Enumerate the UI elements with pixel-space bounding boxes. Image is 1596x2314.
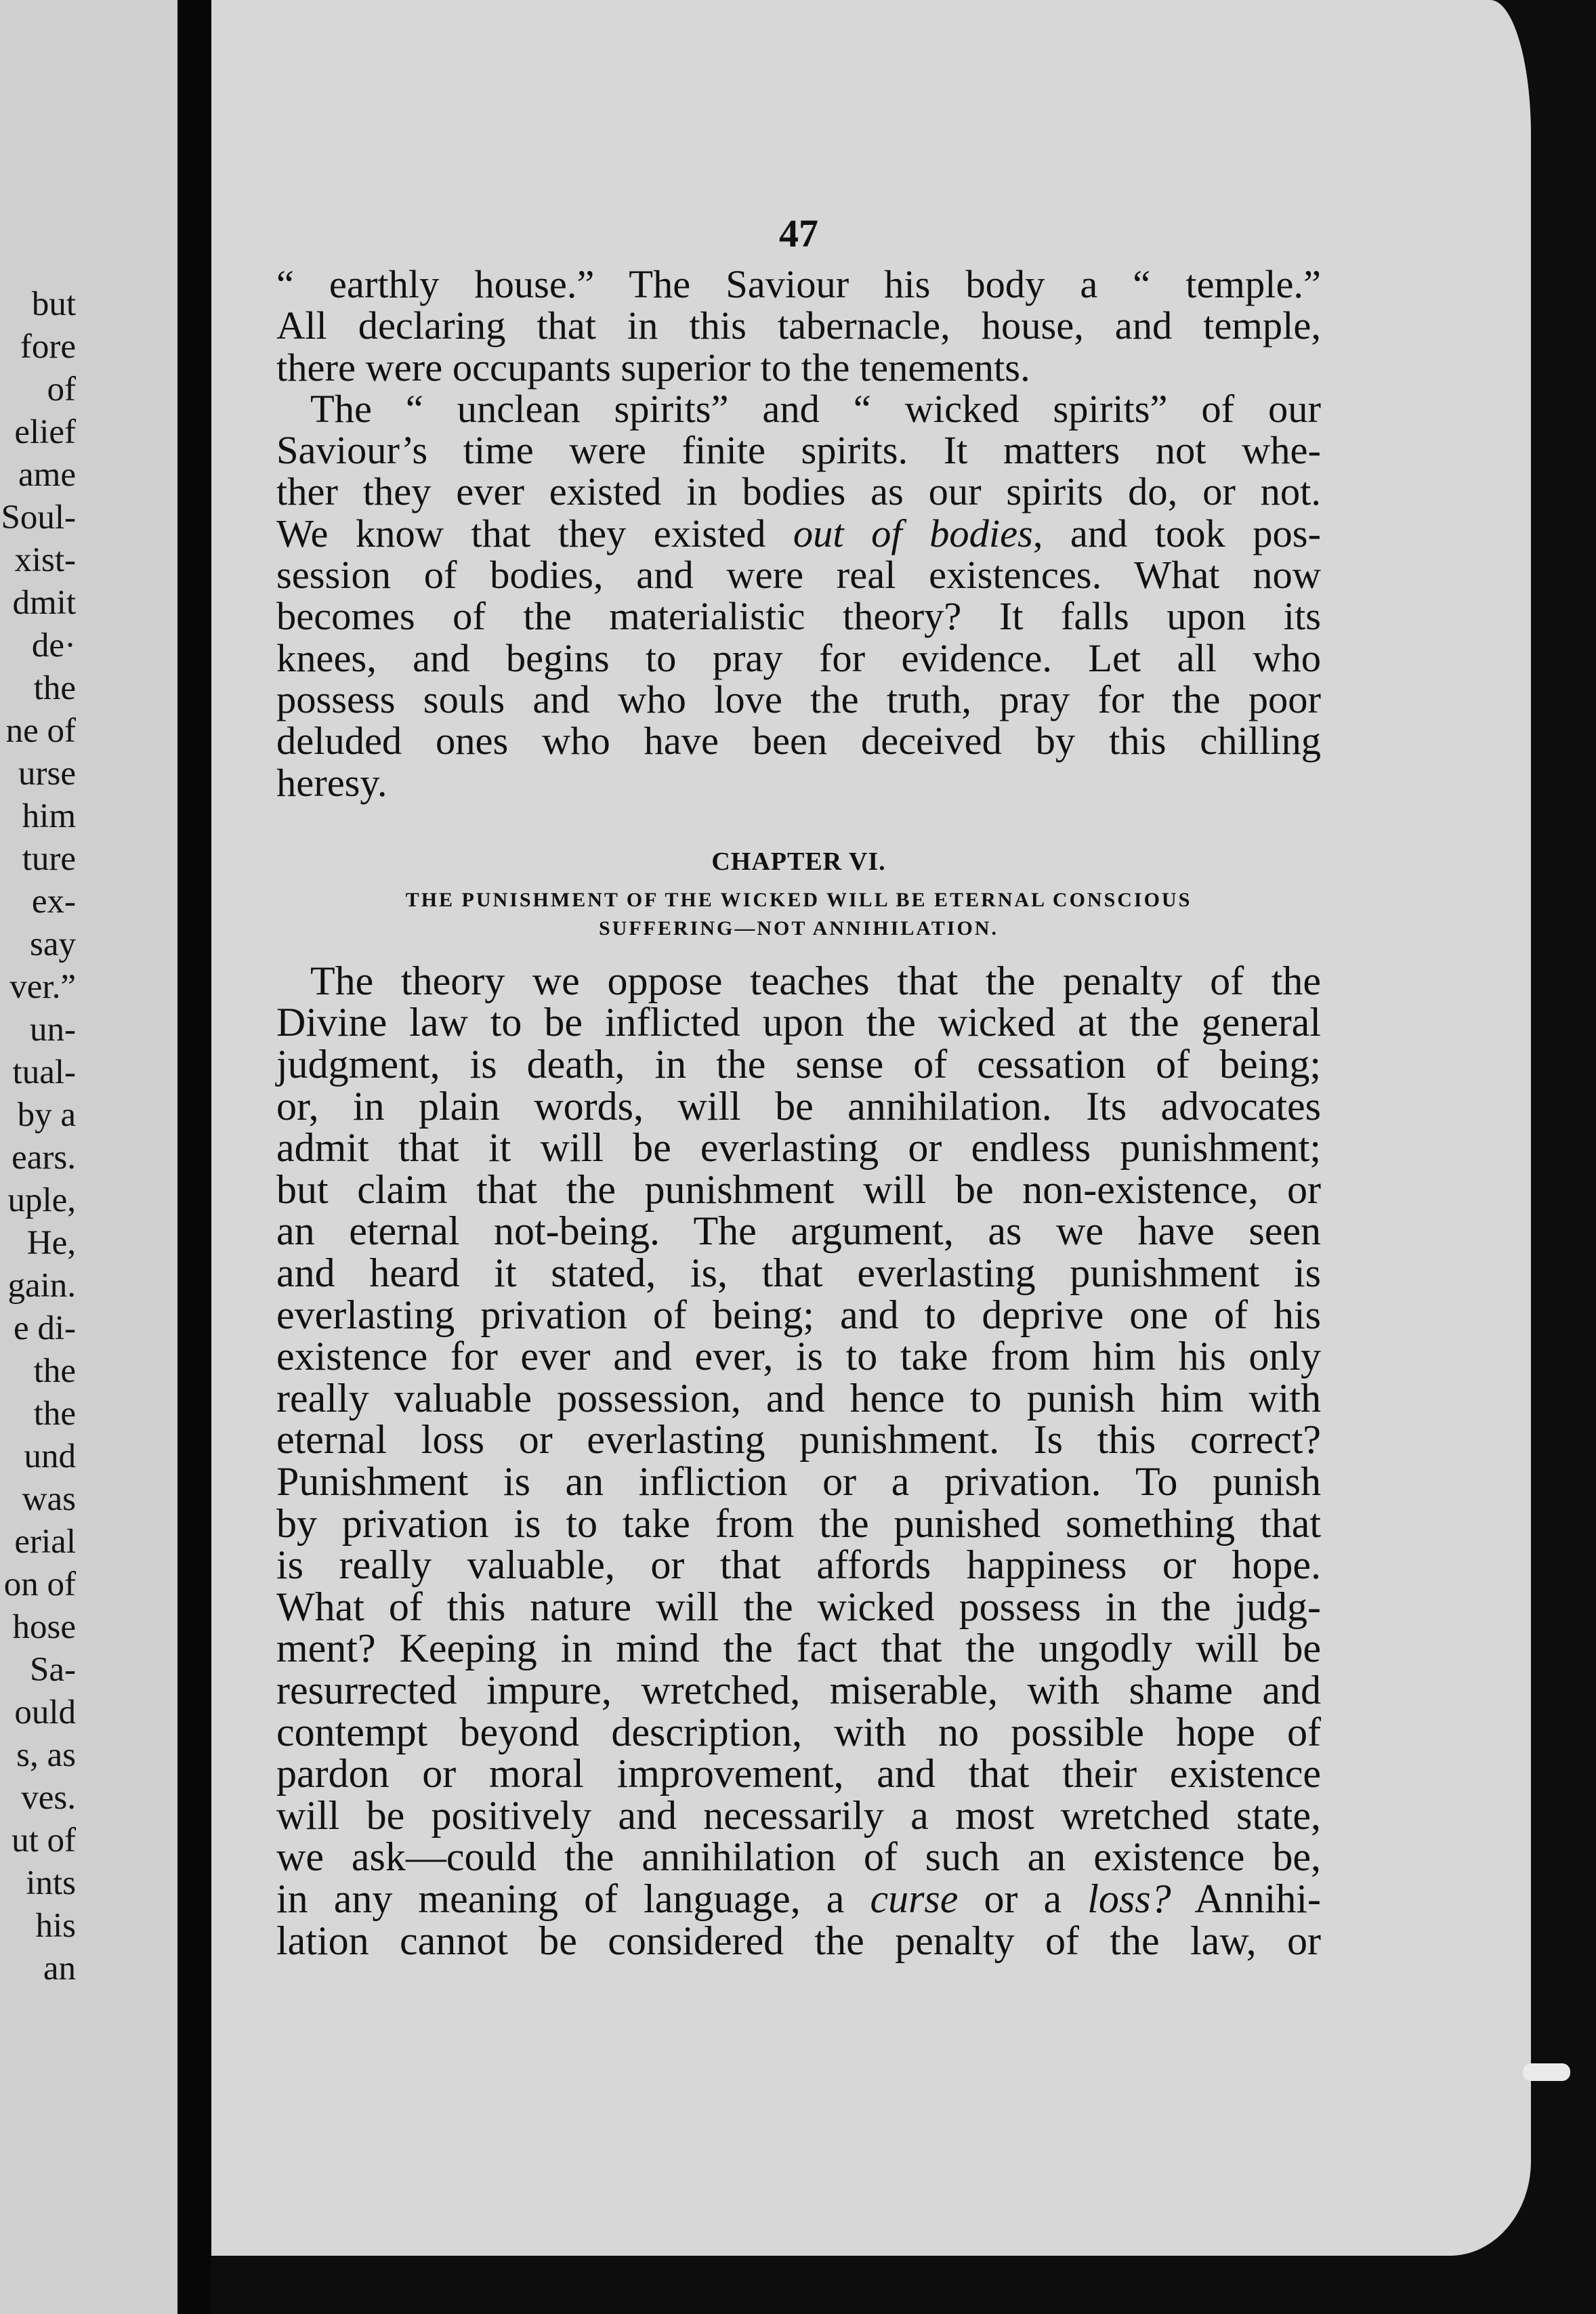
- left-page-fragment: ut of: [12, 1822, 76, 1859]
- italic-word: loss?: [1087, 1876, 1171, 1921]
- left-page-fragment: un-: [30, 1011, 76, 1049]
- left-page-fragment: was: [22, 1480, 76, 1518]
- left-page-fragments: [1, 283, 76, 1990]
- chapter-title-line: SUFFERING—NOT ANNIHILATION.: [599, 917, 999, 940]
- text-line: deluded ones who have been deceived by this chilling: [276, 719, 1321, 763]
- left-page-fragment: by a: [17, 1096, 76, 1134]
- text-line: and heard it stated, is, that everlasting punishment is: [276, 1250, 1321, 1296]
- text-line: heresy.: [276, 760, 387, 805]
- paragraph-2: [276, 388, 1321, 803]
- text-line: an eternal not-being. The argument, as we have seen: [276, 1208, 1321, 1254]
- page-content: [276, 207, 1321, 1962]
- text-line: ther they ever existed in bodies as our spirits do, or not.: [276, 469, 1321, 514]
- left-page-fragment: ould: [14, 1694, 76, 1731]
- text-line: Divine law to be inflicted upon the wicked at the general: [276, 1000, 1321, 1045]
- left-page-fragment: erial: [14, 1523, 76, 1561]
- left-page-fragment: but: [31, 285, 76, 323]
- left-page-edge: [0, 0, 177, 2314]
- text-line: judgment, is death, in the sense of cessation of being;: [276, 1042, 1321, 1087]
- text-line: but claim that the punishment will be non-existence, or: [276, 1166, 1321, 1212]
- left-page-fragment: him: [22, 797, 76, 835]
- text-line: or, in plain words, will be annihilation. Its advocates: [276, 1083, 1321, 1129]
- text-line: everlasting privation of being; and to deprive one of his: [276, 1292, 1321, 1337]
- left-page-fragment: dmit: [12, 584, 76, 622]
- text-line: What of this nature will the wicked possess in the judg-: [276, 1584, 1321, 1629]
- left-page-fragment: ints: [26, 1864, 76, 1902]
- left-page-fragment: say: [30, 925, 76, 963]
- italic-phrase: out of bodies: [793, 511, 1033, 555]
- text-line: Punishment is an infliction or a privation. To punish: [276, 1458, 1321, 1504]
- text-line: is really valuable, or that affords happiness or hope.: [276, 1542, 1321, 1588]
- chapter-heading: CHAPTER VI.: [711, 847, 886, 876]
- left-page-fragment: hose: [12, 1608, 76, 1646]
- page-clip: [1523, 2063, 1570, 2081]
- text-line: there were occupants superior to the tenements.: [276, 345, 1030, 390]
- text-line: eternal loss or everlasting punishment. Is this correct?: [276, 1417, 1321, 1463]
- left-page-fragment: Soul-: [1, 499, 76, 537]
- left-page-fragment: tual-: [12, 1053, 76, 1091]
- text-line: by privation is to take from the punished something that: [276, 1500, 1321, 1546]
- left-page-fragment: fore: [20, 328, 76, 366]
- chapter-title-line: THE PUNISHMENT OF THE WICKED WILL BE ETERNAL CONSCIOUS: [405, 888, 1192, 911]
- text-line: possess souls and who love the truth, pray for the poor: [276, 677, 1321, 721]
- left-page-fragment: urse: [18, 755, 76, 793]
- text-line: Saviour’s time were finite spirits. It matters not whe-: [276, 428, 1321, 473]
- left-page-fragment: und: [24, 1437, 76, 1475]
- text-line: we ask—could the annihilation of such an existence be,: [276, 1834, 1321, 1880]
- left-page-fragment: e di-: [13, 1309, 76, 1347]
- left-page-fragment: s, as: [16, 1736, 76, 1774]
- text-line: The “ unclean spirits” and “ wicked spirits” of our: [310, 386, 1321, 431]
- text-line: We know that they existed out of bodies, and took pos-: [276, 511, 1322, 555]
- text-line: contempt beyond description, with no possible hope of: [276, 1709, 1321, 1754]
- book-gutter: [177, 0, 211, 2314]
- text-line: really valuable possession, and hence to punish him with: [276, 1375, 1321, 1421]
- left-page-fragment: ame: [18, 456, 76, 494]
- left-page-fragment: the: [33, 669, 76, 707]
- left-page-fragment: his: [35, 1907, 76, 1945]
- text-line: “ earthly house.” The Saviour his body a “ temple.”: [276, 262, 1321, 306]
- text-line: The theory we oppose teaches that the penalty of the: [310, 958, 1321, 1003]
- text-line: All declaring that in this tabernacle, house, and temple,: [276, 303, 1321, 348]
- left-page-fragment: ves.: [21, 1779, 76, 1817]
- left-page-fragment: He,: [26, 1224, 76, 1262]
- paragraph-3: [276, 958, 1321, 1963]
- left-page-fragment: de·: [31, 627, 76, 665]
- left-page-fragment: the: [33, 1395, 76, 1433]
- text-line: knees, and begins to pray for evidence. Let all who: [276, 635, 1321, 680]
- text-line: resurrected impure, wretched, miserable, with shame and: [276, 1667, 1321, 1712]
- left-page-fragment: the: [33, 1352, 76, 1390]
- left-page-fragment: Sa-: [30, 1651, 76, 1689]
- left-page-fragment: gain.: [7, 1267, 76, 1305]
- italic-word: curse: [870, 1876, 959, 1921]
- text-line: existence for ever and ever, is to take from him his only: [276, 1334, 1321, 1379]
- left-page-fragment: ne of: [5, 712, 76, 750]
- paragraph-1: [276, 264, 1321, 388]
- chapter-title: [276, 886, 1321, 943]
- left-page-fragment: ex-: [31, 883, 76, 921]
- text-line: pardon or moral improvement, and that their existence: [276, 1751, 1321, 1796]
- left-page-fragment: on of: [3, 1565, 76, 1603]
- text-line: becomes of the materialistic theory? It falls upon its: [276, 594, 1321, 639]
- left-page-fragment: xist-: [14, 541, 76, 579]
- text-line: session of bodies, and were real existences. What now: [276, 553, 1321, 597]
- text-line: ment? Keeping in mind the fact that the ungodly will be: [276, 1626, 1321, 1671]
- text-line: in any meaning of language, a curse or a loss? Annihi-: [276, 1876, 1321, 1921]
- text-line: admit that it will be everlasting or endless punishment;: [276, 1125, 1321, 1171]
- left-page-fragment: ture: [22, 840, 76, 878]
- left-page-fragment: an: [43, 1950, 76, 1987]
- page-number: 47: [779, 211, 818, 255]
- left-page-fragment: uple,: [7, 1181, 76, 1219]
- left-page-fragment: ears.: [12, 1139, 76, 1177]
- text-line: lation cannot be considered the penalty of the law, or: [276, 1918, 1321, 1963]
- left-page-fragment: of: [47, 371, 76, 408]
- text-line: will be positively and necessarily a most wretched state,: [276, 1792, 1321, 1838]
- book-page: [211, 0, 1531, 2256]
- left-page-fragment: elief: [14, 413, 76, 451]
- left-page-fragment: ver.”: [9, 968, 76, 1006]
